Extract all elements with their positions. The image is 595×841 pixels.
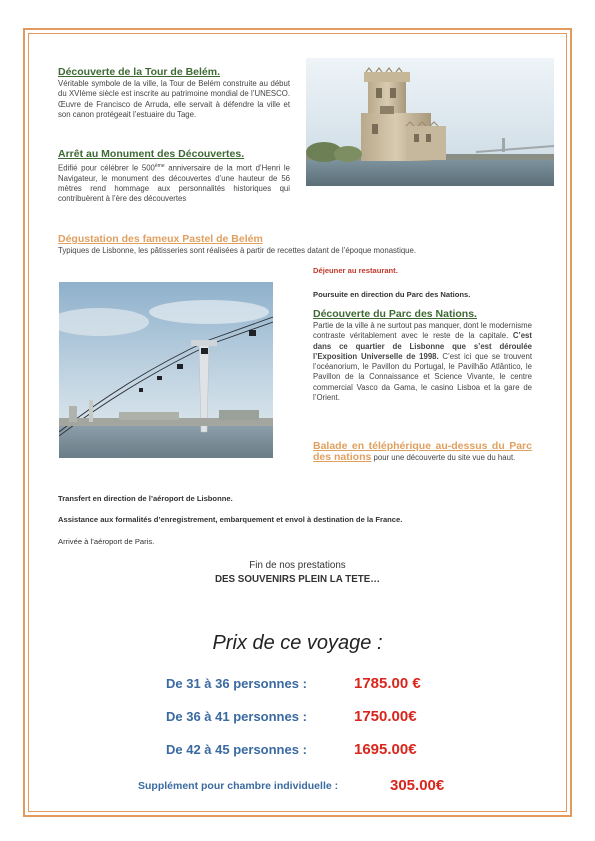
pastel-title: Dégustation des fameux Pastel de Belém: [58, 233, 263, 245]
price-heading: Prix de ce voyage :: [212, 632, 383, 654]
supplement-row: [0, 777, 595, 797]
supplement-label: Supplément pour chambre individuelle :: [138, 780, 339, 792]
cable-text-body: pour une découverte du site vue du haut.: [371, 453, 516, 463]
parc-text-1: Partie de la ville à ne surtout pas manquer, dont le modernisme contraste véritablement avec le reste de la capitale.: [313, 321, 532, 341]
section-cable: [313, 441, 532, 464]
tour-belem-text: Véritable symbole de la ville, la Tour de Belém construite au début du XVIème siècle est inscrite au patrimoine mondial de l’UNESCO. Œuvre de Francisco de Arruda, elle servait à défendre la ville et son canon protégeait l’estuaire du Tage.: [58, 79, 290, 119]
parc-text: [313, 321, 532, 403]
monument-superscript: ème: [154, 163, 165, 169]
parc-text-bold: C’est dans ce quartier de Lisbonne que s’est déroulée l’Exposition Universelle de 1998.: [313, 331, 532, 361]
parc-text-2: C’est ici que se trouvent l’océanorium, le Pavillon du Portugal, le Pavilhão Atlântico, le Pavillon de la Connaissance et Science Vivante, le centre commercial Vasco da Gama, le casino Lisboa et la gare de l’Orient.: [313, 351, 532, 403]
pastel-text: Typiques de Lisbonne, les pâtisseries sont réalisées à partir de recettes datant de l’époque monastique.: [58, 246, 417, 255]
price-row-value: 1695.00€: [354, 741, 417, 758]
cable-text: [313, 441, 532, 464]
arrival-text: Arrivée à l’aéroport de Paris.: [58, 537, 155, 546]
lunch-text: Déjeuner au restaurant.: [313, 266, 398, 275]
continue-text: Poursuite en direction du Parc des Nations.: [313, 290, 471, 299]
price-row-label: De 42 à 45 personnes :: [166, 742, 307, 757]
tour-belem-title: Découverte de la Tour de Belém.: [58, 66, 221, 78]
price-row: [0, 676, 595, 696]
section-monument: [58, 148, 290, 205]
section-parc: [313, 308, 532, 403]
price-row-label: De 31 à 36 personnes :: [166, 676, 307, 691]
section-tour-belem: [58, 66, 290, 120]
cable-title: Balade en téléphérique au-dessus du Parc des nations: [313, 440, 532, 464]
parc-title: Découverte du Parc des Nations.: [313, 308, 477, 320]
transfer-text: Transfert en direction de l’aéroport de Lisbonne.: [58, 494, 233, 503]
price-row: [0, 742, 595, 762]
monument-text-after: anniversaire de la mort d’Henri le Navigateur, le monument des découvertes d’une hauteur de 56 mètres rend hommage aux personnalités historiques qui contribuèrent à l’ère des découvertes: [58, 163, 290, 204]
price-row-value: 1750.00€: [354, 708, 417, 725]
monument-text: [58, 161, 290, 205]
closing-line2: DES SOUVENIRS PLEIN LA TETE…: [214, 574, 381, 585]
closing-line1: Fin de nos prestations: [249, 560, 346, 571]
price-row-value: 1785.00 €: [354, 675, 421, 692]
monument-text-before: Edifié pour célébrer le 500: [58, 163, 155, 173]
price-row: [0, 709, 595, 729]
assistance-text: Assistance aux formalités d’enregistrement, embarquement et envol à destination de la France.: [58, 515, 403, 524]
supplement-value: 305.00€: [390, 777, 445, 794]
price-row-label: De 36 à 41 personnes :: [166, 709, 307, 724]
monument-title: Arrêt au Monument des Découvertes.: [58, 148, 245, 160]
section-pastel: [58, 233, 554, 256]
tour-belem-photo: [306, 58, 554, 186]
cable-car-photo: [59, 282, 273, 458]
